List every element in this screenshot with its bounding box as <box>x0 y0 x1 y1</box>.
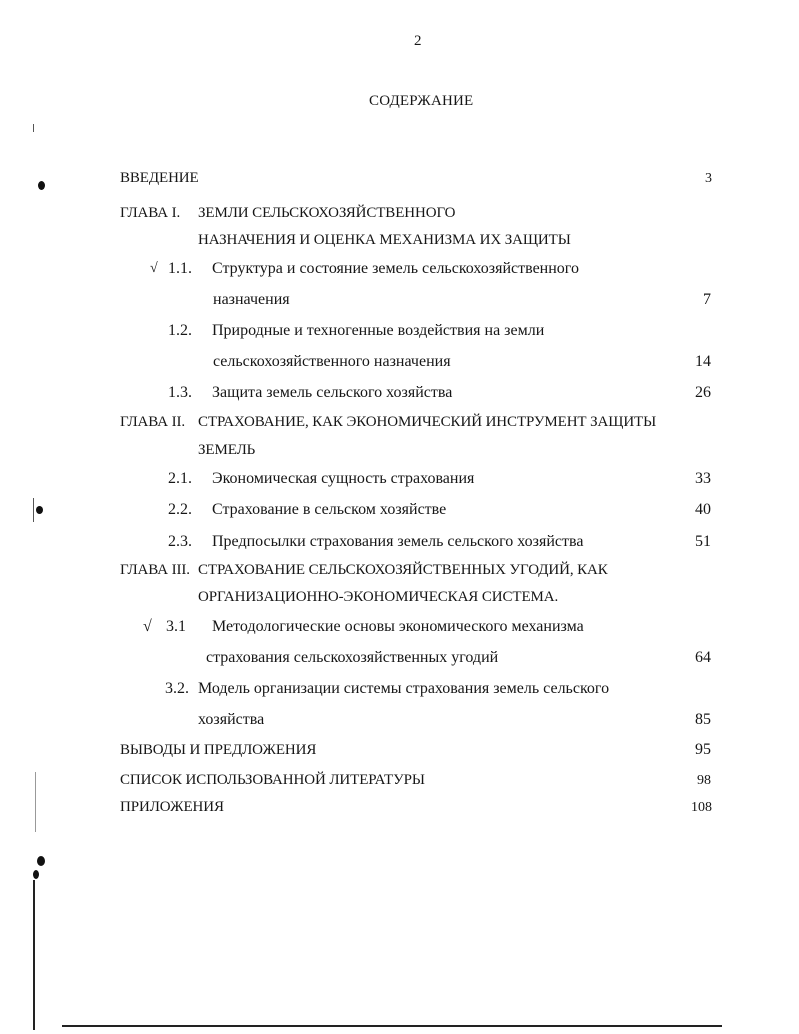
toc-ch2-title-line1: СТРАХОВАНИЕ, КАК ЭКОНОМИЧЕСКИЙ ИНСТРУМЕНТ ЗАЩИТЫ <box>198 414 657 430</box>
toc-ch1-title-line1: ЗЕМЛИ СЕЛЬСКОХОЗЯЙСТВЕННОГО <box>198 205 456 221</box>
scan-mark <box>33 498 34 522</box>
toc-appendices-label: ПРИЛОЖЕНИЯ <box>120 799 224 815</box>
toc-title: СОДЕРЖАНИЕ <box>369 93 474 109</box>
toc-s1-3-num: 1.3. <box>168 384 192 401</box>
toc-s1-1-line2: назначения <box>213 291 290 308</box>
scan-edge <box>62 1025 722 1027</box>
toc-s3-2-num: 3.2. <box>165 680 189 697</box>
toc-s3-2-line1: Модель организации системы страхования земель сельского <box>198 680 610 697</box>
toc-ch3-title-line2: ОРГАНИЗАЦИОННО-ЭКОНОМИЧЕСКАЯ СИСТЕМА. <box>198 589 559 605</box>
toc-s2-1-num: 2.1. <box>168 470 192 487</box>
toc-appendices-page: 108 <box>691 800 712 815</box>
toc-s1-2-line1: Природные и техногенные воздействия на земли <box>212 322 545 339</box>
toc-s2-2-num: 2.2. <box>168 501 192 518</box>
toc-s1-1-line1: Структура и состояние земель сельскохозяйственного <box>212 260 579 277</box>
toc-references-page: 98 <box>697 773 711 788</box>
toc-s3-1-line2: страхования сельскохозяйственных угодий <box>206 649 499 666</box>
toc-s2-3-num: 2.3. <box>168 533 192 550</box>
toc-s3-1-page: 64 <box>695 649 711 666</box>
toc-s1-2-page: 14 <box>695 353 711 370</box>
toc-intro-page: 3 <box>705 171 712 186</box>
scan-blot <box>36 506 43 514</box>
toc-s3-2-line2: хозяйства <box>198 711 265 728</box>
toc-intro-label: ВВЕДЕНИЕ <box>120 170 199 186</box>
toc-s1-3-line1: Защита земель сельского хозяйства <box>212 384 453 401</box>
toc-ch3-title-line1: СТРАХОВАНИЕ СЕЛЬСКОХОЗЯЙСТВЕННЫХ УГОДИЙ, КАК <box>198 562 608 578</box>
page-number: 2 <box>414 33 422 49</box>
toc-references-label: СПИСОК ИСПОЛЬЗОВАННОЙ ЛИТЕРАТУРЫ <box>120 772 425 788</box>
toc-s2-2-page: 40 <box>695 501 711 518</box>
toc-s2-3-line1: Предпосылки страхования земель сельского хозяйства <box>212 533 584 550</box>
toc-s1-2-num: 1.2. <box>168 322 192 339</box>
scan-blot <box>37 856 45 866</box>
scan-blot <box>33 870 39 879</box>
toc-s1-2-line2: сельскохозяйственного назначения <box>213 353 451 370</box>
toc-conclusions-page: 95 <box>695 741 711 758</box>
toc-s1-1-page: 7 <box>703 291 711 308</box>
toc-ch1-label: ГЛАВА I. <box>120 205 181 221</box>
toc-s2-1-line1: Экономическая сущность страхования <box>212 470 475 487</box>
toc-s3-1-num: 3.1 <box>166 618 186 635</box>
scan-mark <box>33 124 34 132</box>
checkmark-icon: √ <box>143 618 152 635</box>
toc-ch2-title-line2: ЗЕМЕЛЬ <box>198 442 256 458</box>
scan-blot <box>38 181 45 190</box>
toc-s1-1-num: 1.1. <box>168 260 192 277</box>
toc-ch3-label: ГЛАВА III. <box>120 562 190 578</box>
toc-conclusions-label: ВЫВОДЫ И ПРЕДЛОЖЕНИЯ <box>120 742 317 758</box>
toc-s2-2-line1: Страхование в сельском хозяйстве <box>212 501 447 518</box>
scan-edge <box>33 880 35 1030</box>
toc-s3-2-page: 85 <box>695 711 711 728</box>
toc-s1-3-page: 26 <box>695 384 711 401</box>
toc-s2-3-page: 51 <box>695 533 711 550</box>
toc-ch1-title-line2: НАЗНАЧЕНИЯ И ОЦЕНКА МЕХАНИЗМА ИХ ЗАЩИТЫ <box>198 232 571 248</box>
toc-s2-1-page: 33 <box>695 470 711 487</box>
toc-ch2-label: ГЛАВА II. <box>120 414 186 430</box>
toc-s3-1-line1: Методологические основы экономического механизма <box>212 618 584 635</box>
scan-mark <box>35 772 36 832</box>
checkmark-icon: √ <box>150 261 158 276</box>
